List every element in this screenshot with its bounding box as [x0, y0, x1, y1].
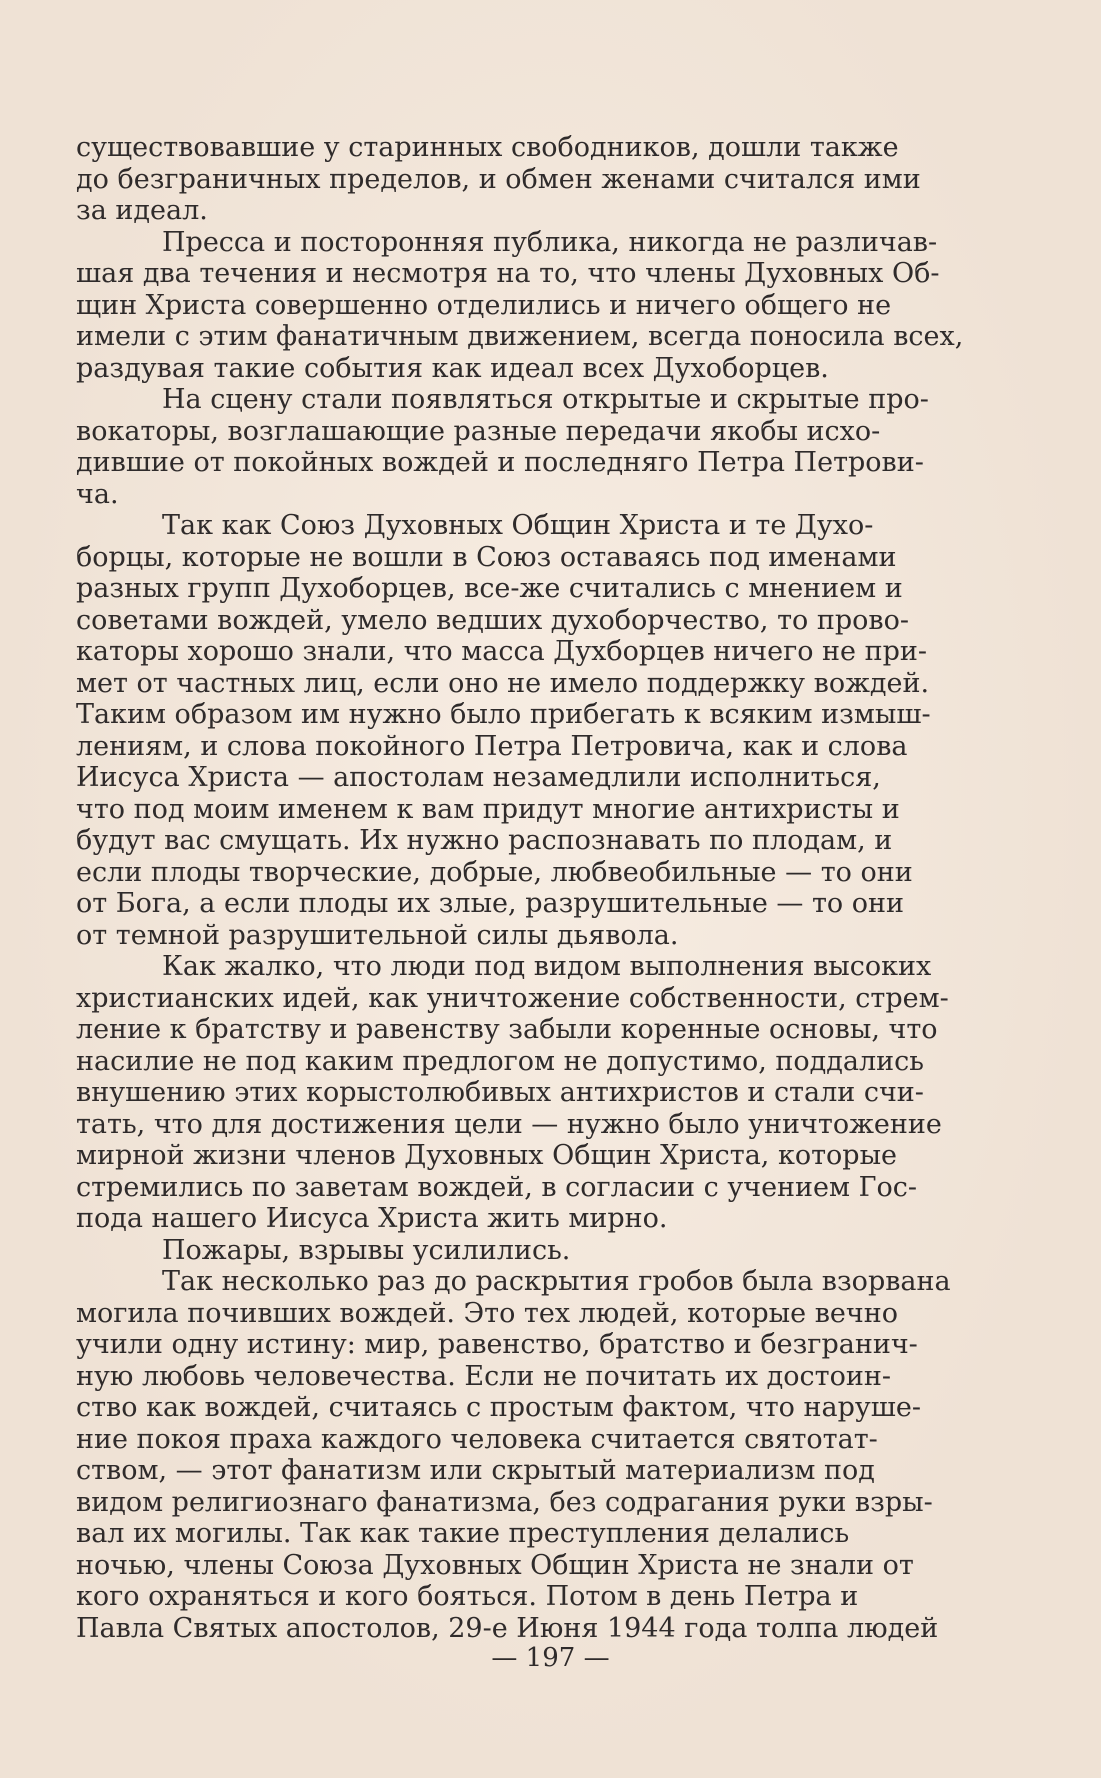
text-line: ночью, члены Союза Духовных Общин Христа не знали от: [76, 1549, 914, 1581]
text-line: каторы хорошо знали, что масса Духборцев ничего не при-: [76, 636, 928, 667]
text-line: Так несколько раз до раскрытия гробов была взорвана: [162, 1266, 951, 1297]
text-line: раздувая такие события как идеал всех Духоборцев.: [76, 352, 829, 384]
text-line: ча.: [76, 478, 119, 510]
text-line: лениям, и слова покойного Петра Петровича, как и слова: [76, 730, 908, 762]
text-line: имели с этим фанатичным движением, всегда поносила всех,: [76, 321, 964, 352]
text-line: до безграничных пределов, и обмен женами считался ими: [76, 163, 921, 195]
text-line: вал их могилы. Так как такие преступления делались: [76, 1518, 850, 1549]
text-line: советами вождей, умело ведших духоборчество, то прово-: [76, 604, 909, 636]
text-line: будут вас смущать. Их нужно распознавать по плодам, и: [76, 825, 893, 856]
paragraph: [76, 384, 998, 510]
text-line: шая два течения и несмотря на то, что члены Духовных Об-: [76, 258, 940, 289]
text-line: ную любовь человечества. Если не почитать их достоин-: [76, 1360, 891, 1392]
text-line: ние покоя праха каждого человека считается святотат-: [76, 1423, 878, 1455]
page-number: — 197 —: [491, 1643, 610, 1673]
paragraph: [76, 1266, 998, 1644]
text-line: за идеал.: [76, 195, 208, 226]
text-line: мирной жизни членов Духовных Общин Христа, которые: [76, 1140, 898, 1171]
text-line: если плоды творческие, добрые, любвеобильные — то они: [76, 856, 913, 888]
text-line: На сцену стали появляться открытые и скрытые про-: [162, 384, 929, 415]
paragraph: [76, 951, 998, 1235]
body-text: [76, 132, 998, 1644]
text-line: от темной разрушительной силы дьявола.: [76, 919, 679, 951]
text-line: пода нашего Иисуса Христа жить мирно.: [76, 1203, 668, 1234]
text-line: от Бога, а если плоды их злые, разрушительные — то они: [76, 888, 904, 919]
text-line: видом религиознаго фанатизма, без содрагания руки взры-: [76, 1486, 933, 1518]
paragraph: [76, 510, 998, 951]
text-line: внушению этих корыстолюбивых антихристов и стали счи-: [76, 1077, 924, 1108]
text-line: могила почивших вождей. Это тех людей, которые вечно: [76, 1297, 899, 1329]
text-line: существовавшие у старинных свободников, дошли также: [76, 132, 899, 163]
text-line: стремились по заветам вождей, в согласии с учением Гос-: [76, 1171, 917, 1203]
text-line: Пресса и посторонняя публика, никогда не различав-: [162, 226, 938, 258]
text-line: тать, что для достижения цели — нужно было уничтожение: [76, 1108, 942, 1140]
text-line: ство как вождей, считаясь с простым фактом, что наруше-: [76, 1392, 921, 1423]
text-line: Пожары, взрывы усилились.: [162, 1234, 571, 1266]
text-line: мет от частных лиц, если оно не имело поддержку вождей.: [76, 667, 930, 699]
text-line: Таким образом им нужно было прибегать к всяким измыш-: [76, 699, 931, 730]
text-line: Павла Святых апостолов, 29-е Июня 1944 года толпа людей: [76, 1612, 939, 1644]
text-line: Так как Союз Духовных Общин Христа и те Духо-: [162, 510, 874, 541]
text-line: борцы, которые не вошли в Союз оставаясь под именами: [76, 541, 897, 573]
text-line: учили одну истину: мир, равенство, братство и безгранич-: [76, 1329, 918, 1360]
text-line: кого охраняться и кого бояться. Потом в день Петра и: [76, 1581, 859, 1612]
text-line: что под моим именем к вам придут многие антихристы и: [76, 793, 900, 825]
paragraph: [76, 227, 998, 385]
text-line: вокаторы, возглашающие разные передачи якобы исхо-: [76, 415, 881, 447]
text-line: ление к братству и равенству забыли коренные основы, что: [76, 1014, 938, 1045]
text-line: дившие от покойных вождей и последняго Петра Петрови-: [76, 447, 924, 478]
paragraph: [76, 1235, 998, 1267]
text-line: насилие не под каким предлогом не допустимо, поддались: [76, 1045, 924, 1077]
text-line: щин Христа совершенно отделились и ничего общего не: [76, 289, 892, 321]
text-line: Иисуса Христа — апостолам незамедлили исполниться,: [76, 762, 881, 793]
text-line: христианских идей, как уничтожение собственности, стрем-: [76, 982, 949, 1014]
text-line: разных групп Духоборцев, все-же считались с мнением и: [76, 573, 903, 604]
paragraph: [76, 132, 998, 227]
text-line: Как жалко, что люди под видом выполнения высоких: [162, 951, 932, 982]
text-line: ством, — этот фанатизм или скрытый материализм под: [76, 1455, 875, 1486]
